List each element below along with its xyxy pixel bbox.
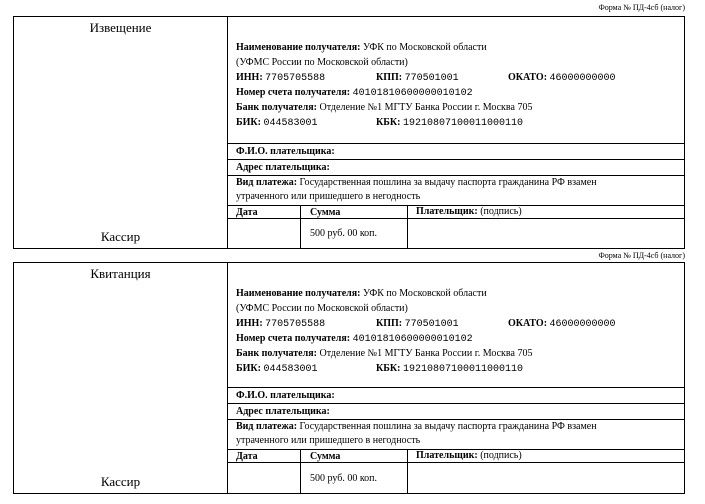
okato-label: ОКАТО:	[508, 318, 548, 329]
divider	[300, 205, 301, 248]
kpp-value: 770501001	[404, 319, 459, 330]
bik-value: 044583001	[263, 364, 318, 375]
divider	[228, 143, 684, 144]
notice-left-panel	[14, 17, 228, 248]
divider	[228, 462, 684, 463]
account-value: 40101810600000010102	[352, 334, 473, 345]
divider	[228, 218, 684, 219]
payer-fio-label: Ф.И.О. плательщика:	[236, 146, 335, 157]
kpp-label: КПП:	[376, 318, 403, 329]
notice-cashier-label: Кассир	[100, 229, 141, 244]
sum-value: 500 руб. 00 коп.	[310, 228, 378, 239]
sum-value: 500 руб. 00 коп.	[310, 473, 378, 484]
payment-type-label: Вид платежа:	[236, 177, 298, 188]
bik-value: 044583001	[263, 118, 318, 129]
date-label: Дата	[236, 451, 258, 462]
receipt-left-panel	[14, 263, 228, 493]
bik-label: БИК:	[236, 363, 261, 374]
payer-signature-label: Плательщик:	[416, 206, 478, 217]
kbk-label: КБК:	[376, 363, 401, 374]
recipient-info	[236, 40, 616, 130]
sum-label: Сумма	[310, 207, 341, 218]
form-label-top: Форма № ПД-4сб (налог)	[598, 3, 685, 12]
payer-address-label: Адрес плательщика:	[236, 406, 330, 417]
bank-label: Банк получателя:	[236, 102, 317, 113]
notice-details	[228, 17, 684, 248]
payer-fio-label: Ф.И.О. плательщика:	[236, 390, 335, 401]
kbk-value: 19210807100011000110	[402, 364, 523, 375]
receipt-slip	[13, 262, 685, 494]
kpp-label: КПП:	[376, 72, 403, 83]
signature-hint: (подпись)	[480, 206, 522, 217]
divider	[228, 159, 684, 160]
recipient-name-value: УФК по Московской области	[363, 42, 487, 53]
payment-type-label: Вид платежа:	[236, 421, 298, 432]
divider	[407, 205, 408, 248]
divider	[300, 449, 301, 493]
recipient-name-value-2: (УФМС России по Московской области)	[236, 303, 408, 314]
bank-value: Отделение №1 МГТУ Банка России г. Москва 705	[319, 102, 533, 113]
payment-type-value-2: утраченного или пришедшего в негодность	[236, 435, 421, 446]
recipient-name-label: Наименование получателя:	[236, 42, 361, 53]
recipient-name-value: УФК по Московской области	[363, 288, 487, 299]
form-label-bottom: Форма № ПД-4сб (налог)	[598, 251, 685, 260]
payment-type-value-2: утраченного или пришедшего в негодность	[236, 191, 421, 202]
inn-value: 7705705588	[265, 319, 326, 330]
okato-label: ОКАТО:	[508, 72, 548, 83]
inn-value: 7705705588	[265, 73, 326, 84]
date-label: Дата	[236, 207, 258, 218]
bank-value: Отделение №1 МГТУ Банка России г. Москва 705	[319, 348, 533, 359]
okato-value: 46000000000	[549, 319, 616, 330]
kbk-label: КБК:	[376, 117, 401, 128]
okato-value: 46000000000	[549, 73, 616, 84]
recipient-info	[236, 286, 616, 376]
recipient-name-label: Наименование получателя:	[236, 288, 361, 299]
receipt-details	[228, 263, 684, 493]
signature-hint: (подпись)	[480, 450, 522, 461]
payer-signature-label: Плательщик:	[416, 450, 478, 461]
kpp-value: 770501001	[404, 73, 459, 84]
kbk-value: 19210807100011000110	[402, 118, 523, 129]
bank-label: Банк получателя:	[236, 348, 317, 359]
receipt-cashier-label: Кассир	[100, 474, 141, 489]
divider	[228, 403, 684, 404]
bik-label: БИК:	[236, 117, 261, 128]
inn-label: ИНН:	[236, 72, 263, 83]
notice-slip	[13, 16, 685, 249]
account-label: Номер счета получателя:	[236, 87, 351, 98]
notice-title: Извещение	[89, 20, 152, 35]
inn-label: ИНН:	[236, 318, 263, 329]
divider	[228, 387, 684, 388]
divider	[407, 449, 408, 493]
receipt-title: Квитанция	[90, 266, 151, 281]
sum-label: Сумма	[310, 451, 341, 462]
account-value: 40101810600000010102	[352, 88, 473, 99]
payment-type-value: Государственная пошлина за выдачу паспорта гражданина РФ взамен	[299, 421, 597, 432]
payment-type-value: Государственная пошлина за выдачу паспорта гражданина РФ взамен	[299, 177, 597, 188]
account-label: Номер счета получателя:	[236, 333, 351, 344]
recipient-name-value-2: (УФМС России по Московской области)	[236, 57, 408, 68]
payer-address-label: Адрес плательщика:	[236, 162, 330, 173]
